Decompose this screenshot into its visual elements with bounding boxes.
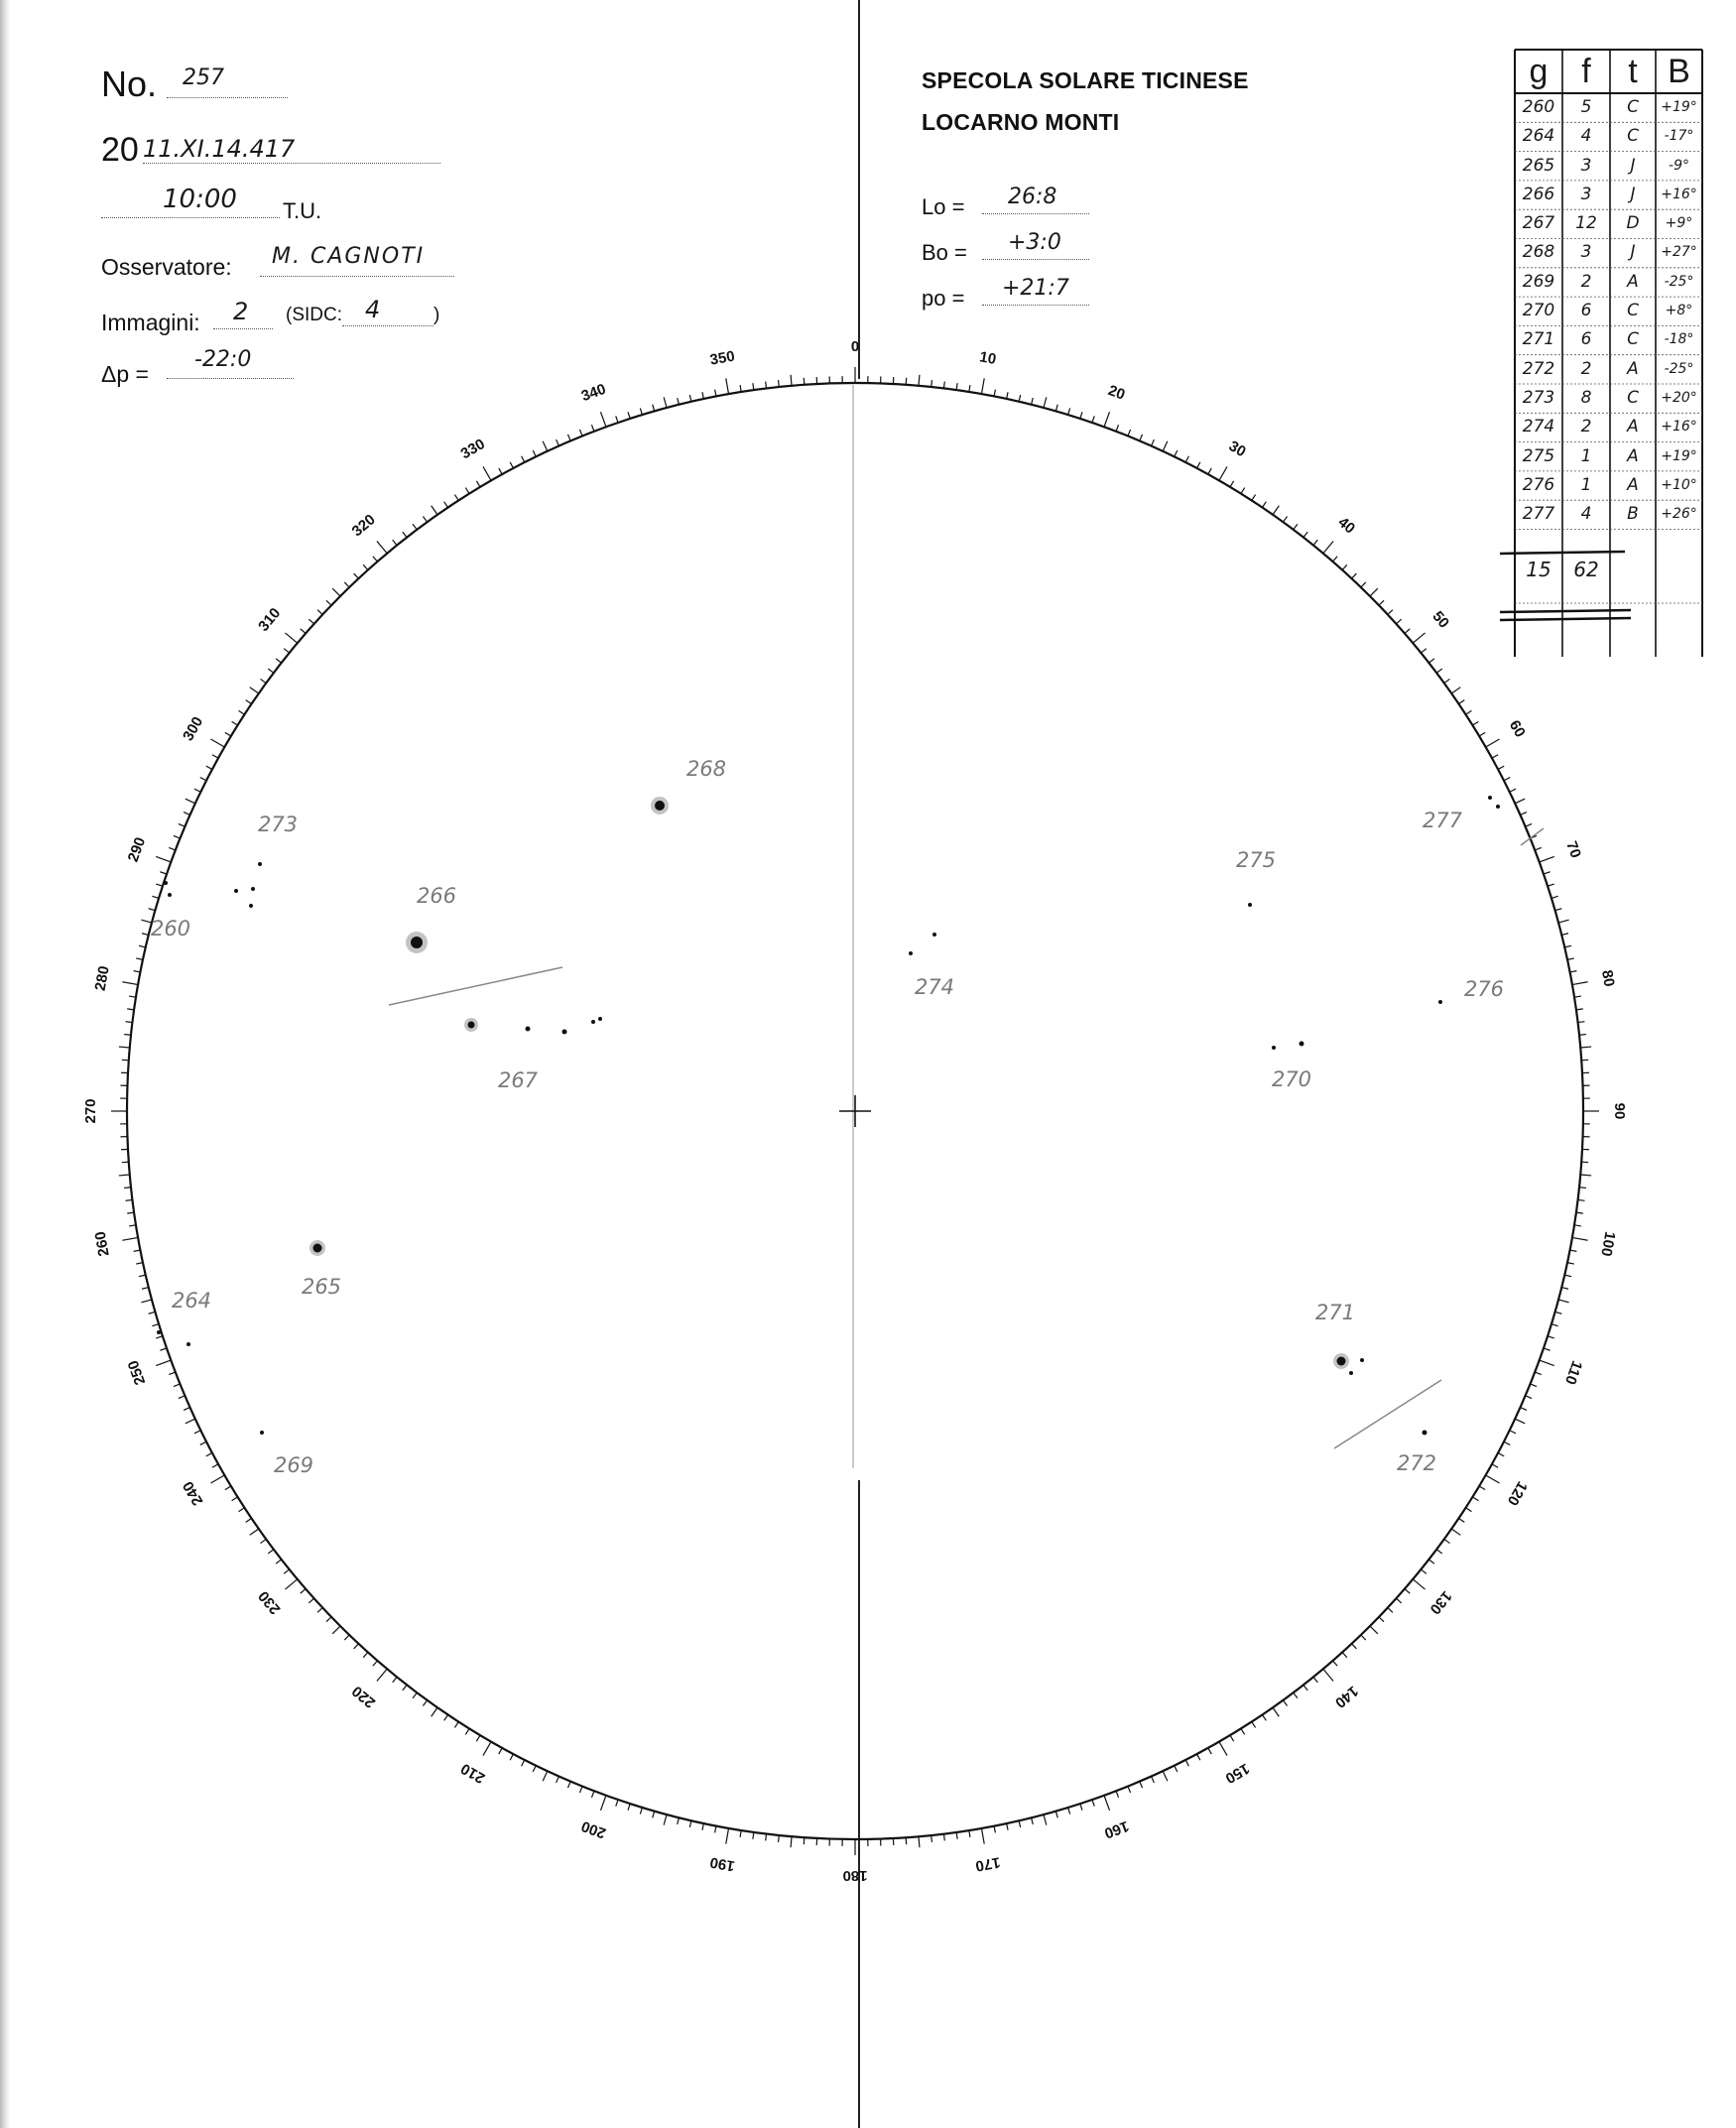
cell-b: -9° [1669,157,1689,174]
sunspot [1496,805,1500,809]
cell-f: 1 [1580,445,1592,466]
group-label-268: 268 [685,757,727,781]
cell-b: -17° [1664,128,1694,145]
angle-label-170: 170 [973,1853,1002,1875]
angle-label-260: 260 [91,1229,113,1258]
column-header-g: g [1529,53,1549,90]
sidc-label: (SIDC: [286,305,342,325]
group-label-276: 276 [1463,977,1505,1001]
sunspot [468,1022,475,1029]
cell-b: -25° [1664,360,1694,377]
po-label: po = [922,286,965,311]
group-label-272: 272 [1396,1451,1437,1475]
rotation-markers [389,828,1544,1448]
delta-p-value: -22:0 [167,347,294,379]
cell-t: A [1627,358,1639,379]
observatory-name: SPECOLA SOLARE TICINESE [922,67,1249,93]
angle-label-190: 190 [708,1853,737,1875]
marker-line-west [389,967,562,1005]
cell-b: +16° [1661,419,1697,436]
angle-label-220: 220 [348,1682,379,1711]
cell-t: C [1627,387,1639,408]
sunspot [411,937,423,948]
cell-f: 12 [1575,213,1597,234]
cell-b: +16° [1661,186,1697,202]
sunspot [1438,1000,1442,1004]
images-value: 2 [213,298,273,329]
angle-label-280: 280 [91,964,113,993]
sunspot [1349,1371,1353,1375]
angle-label-20: 20 [1105,382,1128,404]
cell-g: 269 [1522,271,1555,292]
cell-g: 264 [1522,126,1555,147]
sunspot [909,951,913,955]
group-label-274: 274 [914,975,955,999]
angle-label-340: 340 [578,380,609,406]
lo-value: 26:8 [982,185,1089,214]
cell-g: 276 [1522,474,1555,495]
cell-f: 8 [1580,387,1592,408]
group-label-275: 275 [1235,848,1277,872]
angle-label-300: 300 [180,713,207,744]
angle-label-90: 90 [1611,1102,1629,1120]
angle-label-270: 270 [81,1098,99,1124]
column-header-f: f [1581,53,1591,90]
angle-label-120: 120 [1503,1478,1531,1509]
cell-f: 3 [1580,155,1592,176]
number-label: No. [101,63,158,104]
group-label-270: 270 [1271,1067,1312,1091]
sunspot [562,1030,567,1035]
sunspot [526,1027,531,1032]
number-value: 257 [167,65,288,98]
cell-t: J [1630,242,1636,263]
cell-f: 1 [1580,474,1592,495]
column-header-t: t [1628,53,1638,90]
sunspot [1300,1042,1304,1047]
cell-b: +27° [1661,244,1697,261]
cell-t: C [1627,301,1639,321]
sunspot [598,1017,602,1021]
cell-f: 6 [1580,329,1592,350]
cell-b: +26° [1661,506,1697,523]
cell-b: +20° [1661,389,1697,406]
group-label-273: 273 [257,813,299,836]
angle-label-130: 130 [1426,1587,1455,1618]
marker-line-east [1334,1380,1441,1448]
sunspot [260,1431,264,1435]
cell-g: 267 [1522,213,1555,234]
column-header-b: B [1668,53,1690,90]
angle-label-330: 330 [457,436,488,463]
cell-g: 270 [1522,301,1555,321]
observer-value: M. CAGNOTI [260,244,454,277]
cell-f: 2 [1580,271,1592,292]
sunspot [258,862,262,866]
cell-f: 2 [1580,358,1592,379]
angle-label-80: 80 [1598,968,1618,988]
observatory-location: LOCARNO MONTI [922,109,1120,135]
group-label-265: 265 [301,1275,342,1299]
sunspot [234,889,238,893]
cell-t: A [1627,474,1639,495]
sunspot [1337,1357,1346,1366]
cell-b: -18° [1664,331,1694,348]
cell-b: -25° [1664,273,1694,290]
cell-f: 4 [1580,126,1592,147]
cell-g: 266 [1522,184,1555,204]
cell-g: 272 [1522,358,1555,379]
sunspot [157,1330,161,1334]
angle-label-320: 320 [348,511,379,541]
group-label-264: 264 [171,1289,212,1313]
group-label-271: 271 [1314,1301,1356,1324]
angle-label-110: 110 [1560,1358,1586,1387]
angle-label-0: 0 [850,337,860,355]
observer-label: Osservatore: [101,254,232,280]
sunspot [249,904,253,908]
group-label-260: 260 [150,917,191,940]
sunspot [1272,1046,1276,1050]
angle-label-350: 350 [708,347,737,369]
group-label-277: 277 [1422,809,1463,832]
total-groups: 15 [1526,558,1551,582]
angle-label-140: 140 [1331,1682,1362,1711]
cell-f: 2 [1580,417,1592,438]
group-label-266: 266 [416,884,457,908]
sunspot [168,893,172,897]
cell-g: 277 [1522,504,1555,525]
date-value: 11.XI.14.417 [143,135,440,164]
cell-g: 271 [1522,329,1555,350]
cell-b: +9° [1665,215,1693,232]
cell-t: C [1627,97,1639,117]
po-value: +21:7 [982,276,1089,306]
angle-label-180: 180 [842,1867,868,1885]
cell-t: C [1627,126,1639,147]
angle-label-240: 240 [180,1478,207,1509]
group-labels [151,757,1504,1477]
sunspot [1423,1431,1427,1436]
cell-f: 6 [1580,301,1592,321]
sunspot [591,1020,595,1024]
sunspot [932,933,936,937]
cell-t: B [1627,504,1639,525]
group-label-267: 267 [497,1068,539,1092]
cell-g: 274 [1522,417,1555,438]
cell-b: +10° [1661,476,1697,493]
time-unit: T.U. [283,198,322,223]
cell-t: C [1627,329,1639,350]
sunspot [655,801,665,811]
images-label: Immagini: [101,310,200,335]
angle-label-230: 230 [255,1587,285,1618]
angle-label-10: 10 [978,348,998,368]
cell-t: A [1627,271,1639,292]
angle-label-160: 160 [1101,1816,1132,1842]
bo-value: +3:0 [982,230,1089,260]
delta-p-label: Δp = [101,361,149,387]
cell-f: 3 [1580,242,1592,263]
cell-t: D [1626,213,1640,234]
sunspot [1248,903,1252,907]
angle-label-40: 40 [1334,513,1359,538]
cell-t: J [1630,184,1636,204]
angle-label-250: 250 [124,1357,150,1388]
cell-g: 260 [1522,97,1555,117]
total-spots: 62 [1573,558,1599,582]
angle-label-150: 150 [1222,1759,1253,1787]
cell-b: +19° [1661,99,1697,115]
lo-label: Lo = [922,194,965,219]
cell-g: 273 [1522,387,1555,408]
sunspot [1488,796,1492,800]
cell-b: +8° [1665,303,1693,319]
sidc-close: ) [434,305,440,325]
cell-g: 265 [1522,155,1555,176]
sunspot [1360,1358,1364,1362]
angle-label-200: 200 [578,1816,609,1842]
cell-t: A [1627,445,1639,466]
angle-label-30: 30 [1225,438,1249,461]
sunspot [186,1342,190,1346]
table-grid-lines [1500,50,1702,657]
sunspot [164,881,168,885]
year-prefix: 20 [101,131,139,169]
cell-b: +19° [1661,447,1697,464]
cell-g: 275 [1522,445,1555,466]
sunspot [313,1244,322,1253]
angle-label-210: 210 [457,1759,488,1787]
angle-label-100: 100 [1597,1229,1619,1258]
cell-t: J [1630,155,1636,176]
cell-g: 268 [1522,242,1555,263]
angle-label-70: 70 [1562,838,1584,861]
disk-center-cross [839,1095,871,1127]
sunspot [251,887,255,891]
cell-f: 5 [1580,97,1592,117]
angle-label-60: 60 [1505,717,1529,741]
angle-label-50: 50 [1428,607,1453,632]
sunspots [157,796,1500,1436]
cell-f: 4 [1580,504,1592,525]
angle-label-290: 290 [124,834,150,865]
sidc-value: 4 [365,296,381,323]
angle-label-310: 310 [255,604,285,635]
cell-f: 3 [1580,184,1592,204]
bo-label: Bo = [922,240,967,265]
cell-t: A [1627,417,1639,438]
time-value: 10:00 [101,185,280,218]
group-label-269: 269 [273,1453,314,1477]
